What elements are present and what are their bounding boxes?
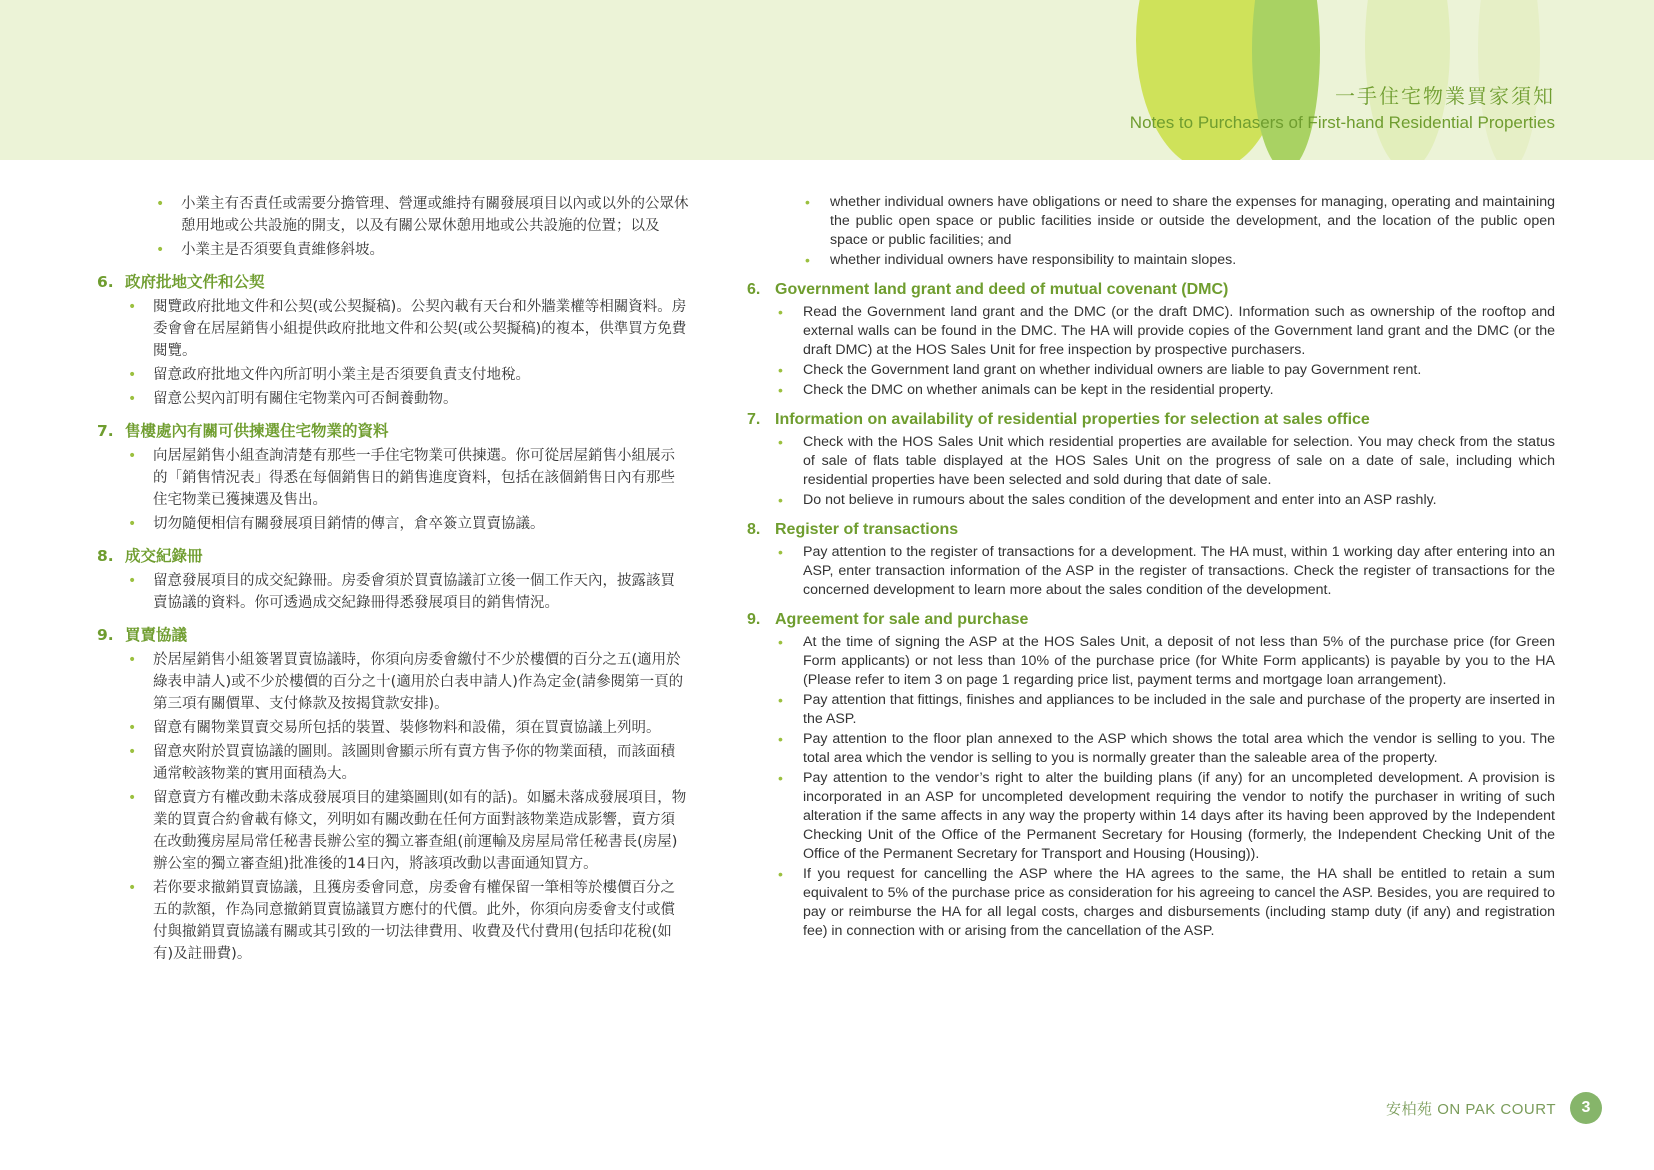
section-8-zh	[97, 545, 689, 614]
list-item: • Read the Government land grant and the DMC (or the draft DMC). Information such as ownership of the rooftop and external walls can be found in the DMC. The HA will provide copies of the Government land grant and the DMC (or the draft DMC) at the HOS Sales Unit for free inspection by prospective purchasers.	[803, 303, 1555, 360]
section-heading	[747, 520, 1555, 540]
section-number: 9.	[747, 611, 761, 628]
section-list	[97, 296, 689, 410]
section-9-zh	[97, 624, 689, 965]
list-item: • whether individual owners have obligations or need to share the expenses for managing, operating and maintaining the public open space or public facilities inside or outside the development, and the location of the public open space or public facilities; and	[830, 193, 1555, 250]
page-number-badge: 3	[1570, 1092, 1602, 1124]
section-title: Information on availability of residential properties for selection at sales office	[775, 411, 1370, 428]
list-item: • 留意夾附於買賣協議的圖則。該圖則會顯示所有賣方售予你的物業面積，而該面積通常較該物業的實用面積為大。	[153, 741, 689, 785]
section-number: 7.	[747, 411, 761, 428]
section-heading	[97, 420, 689, 442]
list-item: • 留意公契內訂明有關住宅物業內可否飼養動物。	[153, 388, 689, 410]
section-number: 7.	[97, 422, 114, 440]
section-8-en	[747, 520, 1555, 600]
document-title	[1130, 80, 1555, 133]
list-item: • 切勿隨便相信有關發展項目銷情的傳言，倉卒簽立買賣協議。	[153, 513, 689, 535]
list-item: • Do not believe in rumours about the sales condition of the development and enter into an ASP rashly.	[803, 491, 1555, 510]
list-item: • 留意政府批地文件內所訂明小業主是否須要負責支付地稅。	[153, 364, 689, 386]
chinese-column	[97, 193, 689, 967]
list-item: • Pay attention to the vendor’s right to alter the building plans (if any) for an uncompleted development. A provision is incorporated in an ASP for uncompleted development requiring the vendor to notify the purchaser in writing of such alteration if the same affects in any way the property within 14 days after its having been approved by the Independent Checking Unit of the Office of the Permanent Secretary for Housing (formerly, the Independent Checking Unit of the Office of the Permanent Secretary for Transport and Housing (Housing)).	[803, 769, 1555, 864]
intro-list	[747, 193, 1555, 270]
section-number: 8.	[97, 547, 114, 565]
section-list	[97, 649, 689, 965]
section-heading	[747, 280, 1555, 300]
section-title: Register of transactions	[775, 521, 959, 538]
list-item: • Pay attention that fittings, finishes and appliances to be included in the sale and purchase of the property are inserted in the ASP.	[803, 691, 1555, 729]
section-title: Agreement for sale and purchase	[775, 611, 1029, 628]
list-item: • Pay attention to the floor plan annexed to the ASP which shows the total area which the vendor is selling to you. The total area which the vendor is selling to you is normally greater than the saleable area of the property.	[803, 730, 1555, 768]
list-item: • 若你要求撤銷買賣協議，且獲房委會同意，房委會有權保留一筆相等於樓價百分之五的款額，作為同意撤銷買賣協議買方應付的代價。此外，你須向房委會支付或償付與撤銷買賣協議有關或其引致的一切法律費用、收費及代付費用(包括印花稅(如有)及註冊費)。	[153, 877, 689, 965]
section-7-zh	[97, 420, 689, 535]
section-title: Government land grant and deed of mutual covenant (DMC)	[775, 281, 1229, 298]
intro-list	[97, 193, 689, 261]
title-english: Notes to Purchasers of First-hand Residential Properties	[1129, 113, 1555, 132]
section-number: 9.	[97, 626, 114, 644]
section-9-en	[747, 610, 1555, 941]
list-item: • Pay attention to the register of transactions for a development. The HA must, within 1 working day after entering into an ASP, enter transaction information of the ASP in the register of transactions. Check the register of transactions for the concerned development to learn more about the sales condition of the development.	[803, 543, 1555, 600]
list-item: • If you request for cancelling the ASP where the HA agrees to the same, the HA shall be entitled to retain a sum equivalent to 5% of the purchase price as consideration for his agreeing to cancel the ASP. Besides, you are required to pay or reimburse the HA for all legal costs, charges and disbursements (including stamp duty (if any) and registration fee) in connection with or arising from the cancellation of the ASP.	[803, 865, 1555, 941]
list-item: • 小業主有否責任或需要分擔管理、營運或維持有關發展項目以內或以外的公眾休憩用地或公共設施的開支，以及有關公眾休憩用地或公共設施的位置；以及	[181, 193, 689, 237]
title-chinese: 一手住宅物業買家須知	[1335, 84, 1555, 108]
list-item: • 向居屋銷售小組查詢清楚有那些一手住宅物業可供揀選。你可從居屋銷售小組展示的「銷售情況表」得悉在每個銷售日的銷售進度資料，包括在該個銷售日內有那些住宅物業已獲揀選及售出。	[153, 445, 689, 511]
section-6-zh	[97, 271, 689, 410]
section-heading	[97, 624, 689, 646]
list-item: • Check with the HOS Sales Unit which residential properties are available for selection. You may check from the status of sale of flats table displayed at the HOS Sales Unit on the progress of sale on a date of sale, including which residential properties have been selected and sold during that date of sale.	[803, 433, 1555, 490]
section-list	[747, 633, 1555, 941]
section-title: 售樓處內有關可供揀選住宅物業的資料	[125, 422, 389, 440]
section-list	[747, 543, 1555, 600]
list-item: • Check the Government land grant on whether individual owners are liable to pay Government rent.	[803, 361, 1555, 380]
section-number: 8.	[747, 521, 761, 538]
list-item: • 留意賣方有權改動未落成發展項目的建築圖則(如有的話)。如屬未落成發展項目，物業的買賣合約會載有條文，列明如有關改動在任何方面對該物業造成影響，賣方須在改動獲房屋局常任秘書長辦公室的獨立審查組(前運輸及房屋局常任秘書長(房屋)辦公室的獨立審查組)批准後的14日內，將該項改動以書面通知買方。	[153, 787, 689, 875]
section-heading	[97, 545, 689, 567]
section-title: 政府批地文件和公契	[125, 273, 265, 291]
list-item: • 留意有關物業買賣交易所包括的裝置、裝修物料和設備，須在買賣協議上列明。	[153, 717, 689, 739]
section-heading	[747, 410, 1555, 430]
list-item: • At the time of signing the ASP at the HOS Sales Unit, a deposit of not less than 5% of the purchase price (for Green Form applicants) or not less than 10% of the purchase price (for White Form applicants) is payable by you to the HA (Please refer to item 3 on page 1 regarding price list, payment terms and mortgage loan arrangement).	[803, 633, 1555, 690]
list-item: • 小業主是否須要負責維修斜坡。	[181, 239, 689, 261]
section-title: 成交紀錄冊	[125, 547, 203, 565]
list-item: • 留意發展項目的成交紀錄冊。房委會須於買賣協議訂立後一個工作天內，披露該買賣協議的資料。你可透過成交紀錄冊得悉發展項目的銷售情況。	[153, 570, 689, 614]
section-list	[97, 570, 689, 614]
english-column	[747, 193, 1555, 942]
section-7-en	[747, 410, 1555, 510]
page-header	[0, 0, 1654, 160]
list-item: • Check the DMC on whether animals can be kept in the residential property.	[803, 381, 1555, 400]
section-title: 買賣協議	[125, 626, 188, 644]
list-item: • whether individual owners have responsibility to maintain slopes.	[830, 251, 1555, 270]
section-heading	[97, 271, 689, 293]
list-item: • 閱覽政府批地文件和公契(或公契擬稿)。公契內載有天台和外牆業權等相關資料。房委會會在居屋銷售小組提供政府批地文件和公契(或公契擬稿)的複本，供準買方免費閱覽。	[153, 296, 689, 362]
section-number: 6.	[747, 281, 761, 298]
section-number: 6.	[97, 273, 114, 291]
section-heading	[747, 610, 1555, 630]
section-list	[747, 303, 1555, 400]
section-list	[97, 445, 689, 535]
section-list	[747, 433, 1555, 510]
list-item: • 於居屋銷售小組簽署買賣協議時，你須向房委會繳付不少於樓價的百分之五(適用於綠表申請人)或不少於樓價的百分之十(適用於白表申請人)作為定金(請參閱第一頁的第三項有關價單、支付條款及按揭貸款安排)。	[153, 649, 689, 715]
development-name: 安柏苑 ON PAK COURT	[1386, 1100, 1556, 1118]
page-footer	[1386, 1092, 1602, 1124]
section-6-en	[747, 280, 1555, 400]
